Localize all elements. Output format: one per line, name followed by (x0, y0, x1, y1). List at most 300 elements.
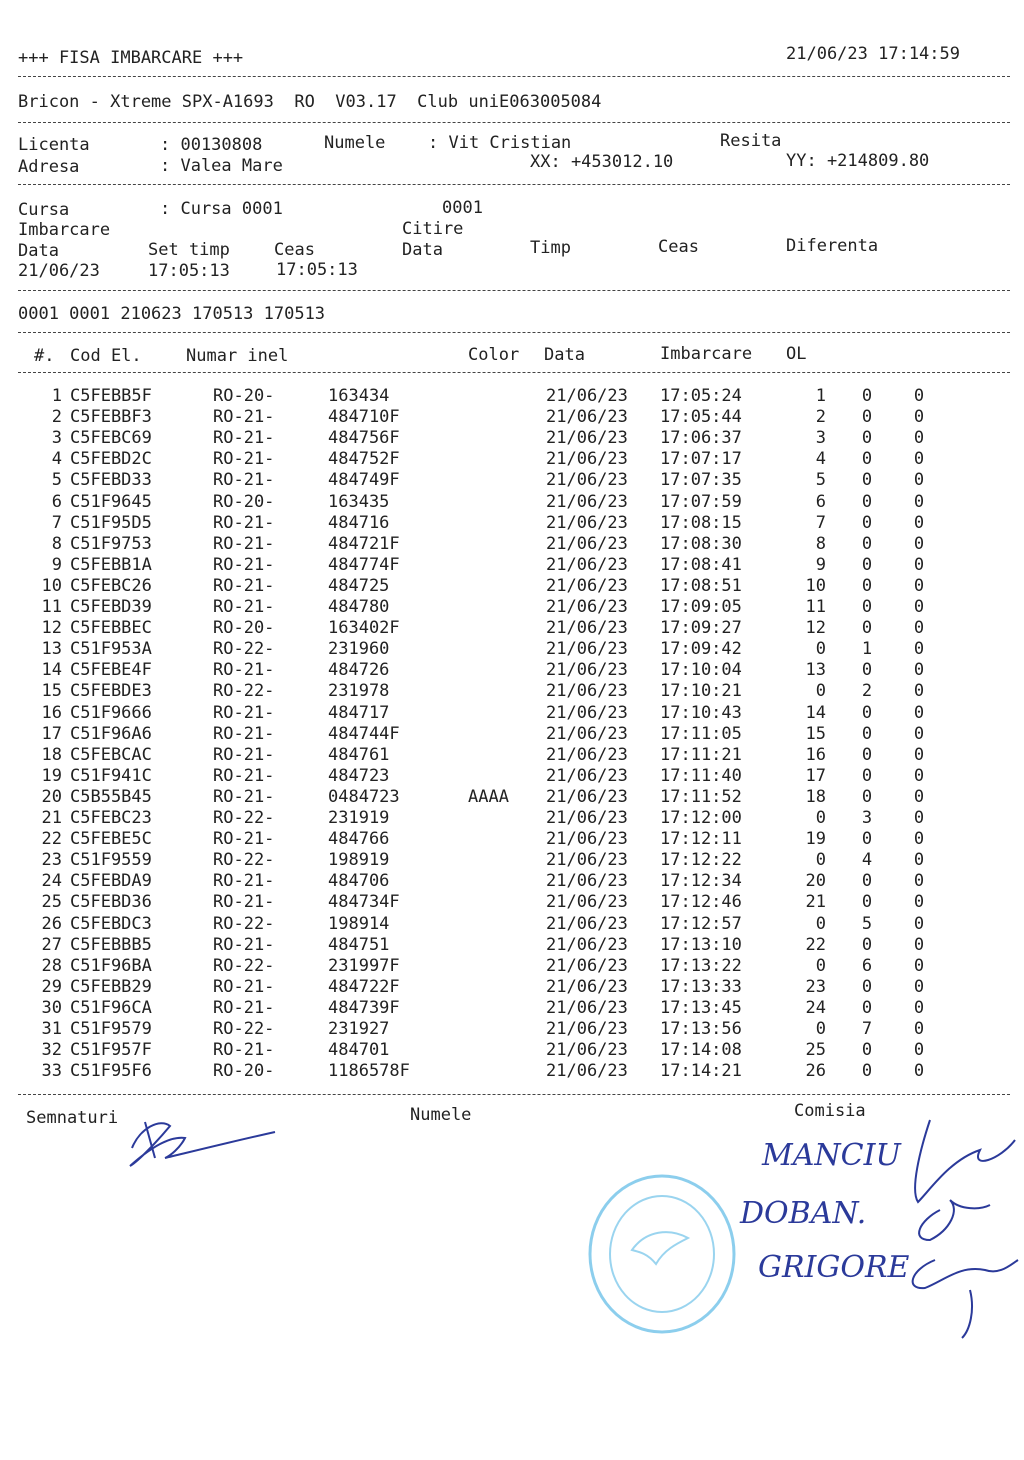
row-code: C51F941C (70, 765, 152, 786)
row-date: 21/06/23 (546, 765, 628, 786)
row-time: 17:09:27 (660, 618, 742, 639)
row-date: 21/06/23 (546, 639, 628, 660)
row-ring-series: RO-20- (213, 1061, 275, 1082)
adresa-value: : Valea Mare (160, 156, 283, 176)
row-date: 21/06/23 (546, 955, 628, 976)
row-date: 21/06/23 (546, 533, 628, 554)
row-position: 0 (815, 681, 826, 702)
cursa-label: Cursa (18, 200, 70, 220)
row-ol-1: 0 (861, 786, 873, 807)
table-row (0, 892, 1024, 913)
row-ol-1: 0 (861, 1061, 873, 1082)
commission-signatures (890, 1110, 1020, 1340)
row-position: 10 (805, 575, 826, 596)
row-ring-number: 484766 (328, 829, 390, 850)
row-date: 21/06/23 (546, 1040, 628, 1061)
row-ring-number: 484761 (328, 744, 390, 765)
row-ring-series: RO-22- (213, 850, 275, 871)
row-position: 0 (815, 913, 826, 934)
row-ring-series: RO-22- (213, 913, 275, 934)
row-ring-number: 484749F (328, 470, 400, 491)
row-ring-number: 484717 (328, 702, 390, 723)
numele-label: Numele (324, 133, 386, 153)
col-data: Data (18, 241, 59, 261)
table-row (0, 555, 1024, 576)
row-code: C51F957F (70, 1040, 152, 1061)
row-ol-2: 0 (913, 744, 925, 765)
row-code: C51F9753 (70, 533, 152, 554)
imbarcare-label: Imbarcare (18, 220, 111, 240)
row-date: 21/06/23 (546, 976, 628, 997)
row-ring-number: 198914 (328, 913, 390, 934)
row-code: C51F95D5 (70, 512, 152, 533)
row-time: 17:08:51 (660, 575, 742, 596)
row-position: 1 (815, 386, 826, 406)
table-row (0, 534, 1024, 555)
row-position: 3 (815, 428, 826, 449)
licenta-label: Licenta (18, 135, 90, 155)
row-ol-1: 0 (861, 491, 873, 512)
row-ol-2: 0 (913, 955, 925, 976)
row-code: C5FEBE4F (70, 660, 152, 681)
col-diferenta: Diferenta (786, 236, 879, 256)
row-ring-series: RO-21- (213, 449, 275, 470)
row-date: 21/06/23 (546, 892, 628, 913)
row-ol-1: 0 (861, 829, 873, 850)
row-ring-series: RO-21- (213, 470, 275, 491)
row-index: 5 (51, 470, 62, 491)
row-code: C5FEBBF3 (70, 407, 152, 428)
row-code: C5FEBE5C (70, 829, 152, 850)
row-ring-series: RO-21- (213, 892, 275, 913)
row-ol-1: 0 (861, 554, 873, 575)
table-row (0, 724, 1024, 745)
row-ol-1: 0 (861, 997, 873, 1018)
row-time: 17:13:56 (660, 1019, 742, 1039)
row-time: 17:10:04 (660, 660, 742, 681)
row-index: 24 (41, 871, 62, 892)
row-code: C51F9579 (70, 1019, 152, 1039)
th-imbarcare: Imbarcare (660, 344, 753, 364)
row-code: C5FEBD36 (70, 892, 152, 913)
row-ol-2: 0 (913, 428, 925, 449)
divider (18, 332, 1010, 333)
row-ol-1: 3 (861, 808, 873, 828)
row-ring-number: 484701 (328, 1040, 390, 1061)
row-ring-number: 163434 (328, 386, 390, 406)
owner-signature (110, 1108, 290, 1172)
row-time: 17:14:21 (660, 1061, 742, 1082)
row-ring-series: RO-21- (213, 512, 275, 533)
row-position: 19 (805, 829, 826, 850)
row-ring-series: RO-21- (213, 997, 275, 1018)
row-ol-1: 0 (861, 618, 873, 639)
row-ring-number: 484734F (328, 892, 400, 913)
table-row (0, 1019, 1024, 1040)
row-ring-series: RO-20- (213, 618, 275, 639)
commission-name-1: MANCIU (762, 1138, 901, 1173)
row-code: C51F96BA (70, 955, 152, 976)
row-ol-1: 0 (861, 470, 873, 491)
row-ol-2: 0 (913, 976, 925, 997)
row-index: 7 (51, 512, 62, 533)
row-date: 21/06/23 (546, 850, 628, 871)
row-ring-number: 231997F (328, 955, 400, 976)
row-ring-series: RO-22- (213, 808, 275, 828)
commission-name-2: DOBAN. (740, 1196, 867, 1231)
row-code: C5B55B45 (70, 786, 152, 807)
row-time: 17:12:00 (660, 808, 742, 828)
row-ring-number: 484721F (328, 533, 400, 554)
row-ring-series: RO-22- (213, 955, 275, 976)
row-ring-number: 231919 (328, 808, 390, 828)
row-ring-number: 484706 (328, 871, 390, 892)
row-index: 18 (41, 744, 62, 765)
table-row (0, 1040, 1024, 1061)
row-time: 17:06:37 (660, 428, 742, 449)
row-ring-number: 231978 (328, 681, 390, 702)
row-ring-number: 1186578F (328, 1061, 410, 1082)
row-date: 21/06/23 (546, 744, 628, 765)
row-time: 17:12:22 (660, 850, 742, 871)
row-code: C51F96CA (70, 997, 152, 1018)
imbarcare-date: 21/06/23 (18, 261, 100, 281)
row-ol-2: 0 (913, 829, 925, 850)
row-time: 17:12:11 (660, 829, 742, 850)
row-ol-2: 0 (913, 470, 925, 491)
row-ol-2: 0 (913, 681, 925, 702)
row-code: C5FEBCAC (70, 744, 152, 765)
row-code: C5FEBDA9 (70, 871, 152, 892)
row-index: 2 (51, 407, 62, 428)
table-row (0, 639, 1024, 660)
divider (18, 1094, 1010, 1095)
row-ring-number: 0484723 (328, 786, 400, 807)
row-ol-1: 0 (861, 765, 873, 786)
row-ring-series: RO-22- (213, 1019, 275, 1039)
row-code: C51F9559 (70, 850, 152, 871)
row-ol-2: 0 (913, 850, 925, 871)
row-ring-series: RO-21- (213, 765, 275, 786)
row-ol-1: 0 (861, 533, 873, 554)
table-row (0, 850, 1024, 871)
row-ring-number: 163435 (328, 491, 390, 512)
table-row (0, 597, 1024, 618)
row-ring-number: 484756F (328, 428, 400, 449)
row-ol-2: 0 (913, 597, 925, 617)
row-index: 25 (41, 892, 62, 913)
row-time: 17:11:40 (660, 765, 742, 786)
table-row (0, 914, 1024, 935)
row-code: C5FEBDE3 (70, 681, 152, 702)
table-row (0, 660, 1024, 681)
row-position: 12 (805, 618, 826, 639)
row-ol-1: 2 (861, 681, 873, 702)
row-ring-series: RO-22- (213, 639, 275, 660)
row-index: 10 (41, 575, 62, 596)
row-position: 20 (805, 871, 826, 892)
table-row (0, 386, 1024, 407)
row-index: 31 (41, 1019, 62, 1039)
row-time: 17:13:33 (660, 976, 742, 997)
row-position: 4 (815, 449, 826, 470)
row-ol-2: 0 (913, 386, 925, 406)
row-index: 30 (41, 997, 62, 1018)
table-row (0, 407, 1024, 428)
row-time: 17:13:22 (660, 955, 742, 976)
imbarcare-ceas: 17:05:13 (276, 260, 358, 280)
row-date: 21/06/23 (546, 1061, 628, 1082)
row-ol-1: 5 (861, 913, 873, 934)
numele-value: : Vit Cristian (428, 133, 572, 153)
row-time: 17:11:05 (660, 723, 742, 744)
row-ring-series: RO-21- (213, 702, 275, 723)
row-ol-2: 0 (913, 533, 925, 554)
row-ol-2: 0 (913, 934, 925, 955)
row-index: 26 (41, 913, 62, 934)
row-position: 26 (805, 1061, 826, 1082)
row-code: C5FEBBB5 (70, 934, 152, 955)
row-index: 6 (51, 491, 62, 512)
row-ol-2: 0 (913, 491, 925, 512)
row-ring-series: RO-21- (213, 554, 275, 575)
row-time: 17:10:21 (660, 681, 742, 702)
row-date: 21/06/23 (546, 491, 628, 512)
adresa-label: Adresa (18, 157, 80, 177)
cursa-value: : Cursa 0001 (160, 199, 283, 219)
row-ol-1: 0 (861, 660, 873, 681)
row-code: C5FEBC69 (70, 428, 152, 449)
table-row (0, 576, 1024, 597)
owner-city: Resita (720, 131, 782, 151)
row-date: 21/06/23 (546, 913, 628, 934)
row-ol-1: 0 (861, 386, 873, 406)
table-row (0, 766, 1024, 787)
row-position: 11 (805, 597, 826, 617)
numele-footer-label: Numele (410, 1105, 472, 1125)
cursa-code: 0001 (442, 198, 483, 218)
row-ring-series: RO-21- (213, 829, 275, 850)
comisia-label: Comisia (794, 1101, 866, 1121)
row-position: 17 (805, 765, 826, 786)
row-ol-2: 0 (913, 723, 925, 744)
row-ol-2: 0 (913, 1061, 925, 1082)
row-time: 17:08:41 (660, 554, 742, 575)
row-time: 17:05:24 (660, 386, 742, 406)
row-index: 4 (51, 449, 62, 470)
row-index: 11 (41, 597, 62, 617)
row-ol-2: 0 (913, 702, 925, 723)
row-date: 21/06/23 (546, 428, 628, 449)
row-position: 9 (815, 554, 826, 575)
row-time: 17:10:43 (660, 702, 742, 723)
table-row (0, 428, 1024, 449)
row-ring-number: 198919 (328, 850, 390, 871)
row-ring-number: 484744F (328, 723, 400, 744)
row-ol-1: 0 (861, 871, 873, 892)
row-time: 17:09:05 (660, 597, 742, 617)
row-ol-2: 0 (913, 449, 925, 470)
row-ring-series: RO-21- (213, 744, 275, 765)
row-date: 21/06/23 (546, 786, 628, 807)
row-ol-1: 0 (861, 597, 873, 617)
row-ol-1: 0 (861, 934, 873, 955)
th-ring: Numar inel (186, 346, 289, 366)
row-time: 17:11:52 (660, 786, 742, 807)
row-index: 28 (41, 955, 62, 976)
col-timp: Timp (530, 238, 571, 258)
row-ol-2: 0 (913, 808, 925, 828)
table-row (0, 703, 1024, 724)
row-ol-1: 0 (861, 449, 873, 470)
row-position: 25 (805, 1040, 826, 1061)
row-ring-number: 484723 (328, 765, 390, 786)
row-time: 17:12:34 (660, 871, 742, 892)
row-index: 14 (41, 660, 62, 681)
row-position: 0 (815, 808, 826, 828)
row-date: 21/06/23 (546, 997, 628, 1018)
row-index: 13 (41, 639, 62, 660)
table-row (0, 745, 1024, 766)
table-row (0, 470, 1024, 491)
row-ring-number: 231927 (328, 1019, 390, 1039)
divider (18, 76, 1010, 77)
row-ring-number: 484716 (328, 512, 390, 533)
row-date: 21/06/23 (546, 470, 628, 491)
row-ring-series: RO-20- (213, 491, 275, 512)
row-position: 15 (805, 723, 826, 744)
row-position: 0 (815, 850, 826, 871)
row-ring-number: 484752F (328, 449, 400, 470)
row-code: C51F9645 (70, 491, 152, 512)
row-ring-series: RO-21- (213, 660, 275, 681)
row-ol-1: 6 (861, 955, 873, 976)
row-code: C5FEBC23 (70, 808, 152, 828)
row-date: 21/06/23 (546, 934, 628, 955)
row-ol-2: 0 (913, 892, 925, 913)
col-ceas-citire: Ceas (658, 237, 699, 257)
row-position: 2 (815, 407, 826, 428)
row-ol-1: 4 (861, 850, 873, 871)
row-position: 24 (805, 997, 826, 1018)
commission-name-3: GRIGORE (758, 1250, 910, 1285)
citire-label: Citire (402, 219, 464, 239)
row-code: C5FEBD2C (70, 449, 152, 470)
row-index: 32 (41, 1040, 62, 1061)
col-set-timp: Set timp (148, 240, 230, 260)
th-ol: OL (786, 344, 807, 364)
row-time: 17:09:42 (660, 639, 742, 660)
row-ring-series: RO-21- (213, 786, 275, 807)
row-ol-2: 0 (913, 407, 925, 428)
semnaturi-label: Semnaturi (26, 1108, 119, 1128)
row-date: 21/06/23 (546, 575, 628, 596)
table-row (0, 1061, 1024, 1082)
row-time: 17:11:21 (660, 744, 742, 765)
row-position: 22 (805, 934, 826, 955)
row-ring-number: 484725 (328, 575, 390, 596)
row-ol-1: 0 (861, 892, 873, 913)
row-ol-1: 0 (861, 723, 873, 744)
row-position: 23 (805, 976, 826, 997)
row-ol-2: 0 (913, 1019, 925, 1039)
row-ring-series: RO-21- (213, 976, 275, 997)
row-ol-1: 0 (861, 702, 873, 723)
row-code: C51F953A (70, 639, 152, 660)
row-ring-number: 484751 (328, 934, 390, 955)
row-ol-2: 0 (913, 575, 925, 596)
row-ol-2: 0 (913, 997, 925, 1018)
row-date: 21/06/23 (546, 554, 628, 575)
row-code: C5FEBB1A (70, 554, 152, 575)
row-position: 18 (805, 786, 826, 807)
row-ol-2: 0 (913, 1040, 925, 1061)
table-row (0, 808, 1024, 829)
table-row (0, 956, 1024, 977)
row-position: 7 (815, 512, 826, 533)
row-code: C5FEBDC3 (70, 913, 152, 934)
row-ol-2: 0 (913, 786, 925, 807)
row-position: 21 (805, 892, 826, 913)
row-time: 17:07:35 (660, 470, 742, 491)
row-time: 17:14:08 (660, 1040, 742, 1061)
table-row (0, 977, 1024, 998)
code-line: 0001 0001 210623 170513 170513 (18, 304, 326, 324)
row-code: C5FEBD39 (70, 597, 152, 617)
row-ring-series: RO-21- (213, 871, 275, 892)
coord-yy: YY: +214809.80 (786, 151, 930, 171)
row-date: 21/06/23 (546, 1019, 628, 1039)
club-stamp (584, 1168, 744, 1338)
document-title: +++ FISA IMBARCARE +++ (18, 48, 244, 68)
row-ol-2: 0 (913, 913, 925, 934)
row-index: 3 (51, 428, 62, 449)
row-index: 9 (51, 554, 62, 575)
row-code: C5FEBB5F (70, 386, 152, 406)
row-time: 17:12:46 (660, 892, 742, 913)
row-ring-number: 484722F (328, 976, 400, 997)
table-row (0, 935, 1024, 956)
row-ring-number: 484780 (328, 597, 390, 617)
col-ceas: Ceas (274, 240, 315, 260)
row-code: C51F95F6 (70, 1061, 152, 1082)
col-data-citire: Data (402, 240, 443, 260)
row-code: C51F9666 (70, 702, 152, 723)
row-date: 21/06/23 (546, 723, 628, 744)
row-code: C51F96A6 (70, 723, 152, 744)
print-datetime: 21/06/23 17:14:59 (786, 44, 960, 64)
row-position: 16 (805, 744, 826, 765)
row-index: 27 (41, 934, 62, 955)
row-date: 21/06/23 (546, 386, 628, 406)
row-index: 8 (51, 533, 62, 554)
row-time: 17:05:44 (660, 407, 742, 428)
row-index: 15 (41, 681, 62, 702)
row-ring-number: 484726 (328, 660, 390, 681)
row-ol-2: 0 (913, 765, 925, 786)
row-ol-1: 0 (861, 512, 873, 533)
row-date: 21/06/23 (546, 407, 628, 428)
coord-xx: XX: +453012.10 (530, 152, 674, 172)
row-index: 22 (41, 829, 62, 850)
table-row (0, 871, 1024, 892)
table-row (0, 998, 1024, 1019)
row-ol-1: 0 (861, 407, 873, 428)
row-ring-series: RO-21- (213, 428, 275, 449)
row-time: 17:07:59 (660, 491, 742, 512)
row-ol-1: 0 (861, 1040, 873, 1061)
row-index: 33 (41, 1061, 62, 1082)
